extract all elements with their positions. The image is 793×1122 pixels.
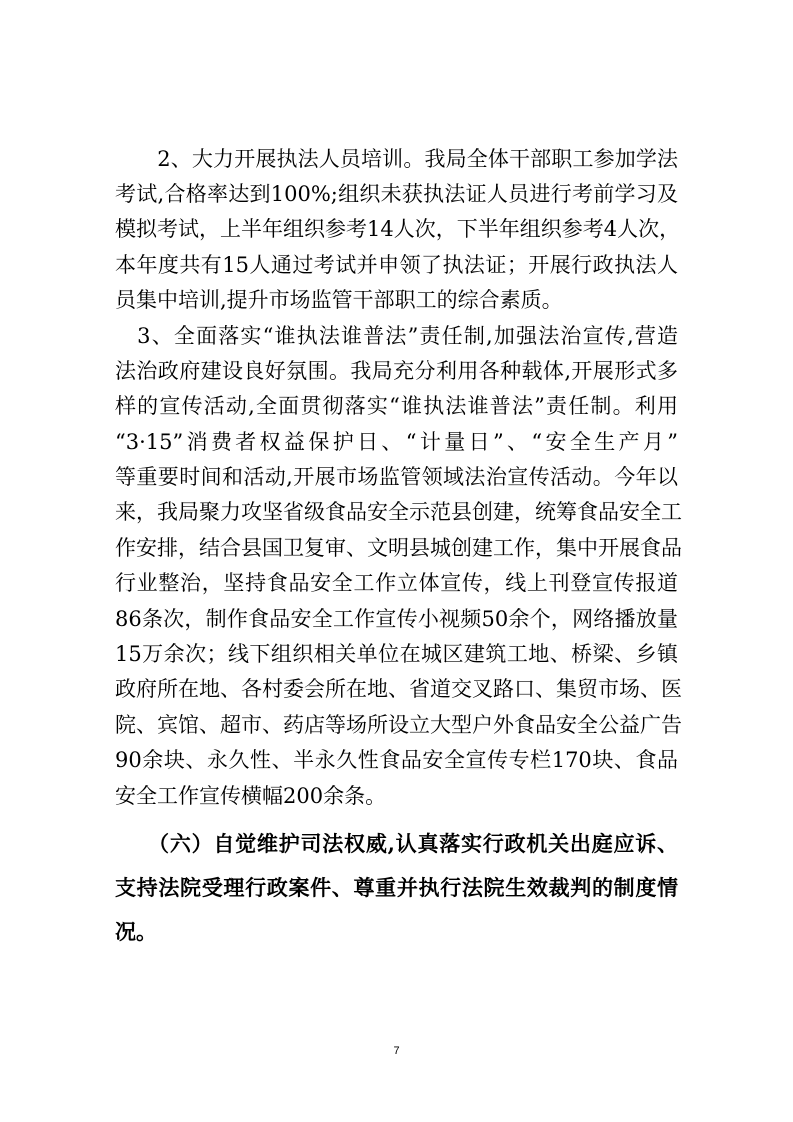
text-line: 15万余次；线下组织相关单位在城区建筑工地、桥梁、乡镇 bbox=[115, 642, 678, 666]
text-line: 模拟考试，上半年组织参考14人次，下半年组织参考4人次， bbox=[115, 217, 681, 241]
text-line: 行业整治，坚持食品安全工作立体宣传，线上刊登宣传报道 bbox=[115, 571, 678, 595]
text-line: 等重要时间和活动,开展市场监管领域法治宣传活动。今年以 bbox=[115, 465, 678, 489]
text-line: 3、全面落实“谁执法谁普法”责任制,加强法治宣传,营造 bbox=[115, 324, 678, 348]
text-line: 员集中培训,提升市场监管干部职工的综合素质。 bbox=[115, 288, 563, 312]
text-line: 本年度共有15人通过考试并申领了执法证；开展行政执法人 bbox=[115, 253, 678, 277]
text-line: 2、大力开展执法人员培训。我局全体干部职工参加学法 bbox=[115, 147, 678, 171]
section-heading-line: 支持法院受理行政案件、尊重并执行法院生效裁判的制度情 bbox=[115, 875, 678, 900]
text-line: 作安排，结合县国卫复审、文明县城创建工作，集中开展食品 bbox=[115, 536, 682, 560]
text-line: 考试,合格率达到100%;组织未获执法证人员进行考前学习及 bbox=[115, 182, 678, 206]
text-line: 院、宾馆、超市、药店等场所设立大型户外食品安全公益广告 bbox=[115, 713, 682, 737]
text-line: 90余块、永久性、半永久性食品安全宣传专栏170块、食品 bbox=[115, 748, 678, 772]
text-line: 政府所在地、各村委会所在地、省道交叉路口、集贸市场、医 bbox=[115, 677, 682, 701]
text-line: 法治政府建设良好氛围。我局充分利用各种载体,开展形式多 bbox=[115, 359, 678, 383]
section-heading-line: 况。 bbox=[115, 919, 157, 944]
section-heading-line: （六）自觉维护司法权威,认真落实行政机关出庭应诉、 bbox=[115, 831, 678, 856]
text-line: 样的宣传活动,全面贯彻落实“谁执法谁普法”责任制。利用 bbox=[115, 394, 678, 418]
text-line: 来，我局聚力攻坚省级食品安全示范县创建，统筹食品安全工 bbox=[115, 500, 682, 524]
text-line: 安全工作宣传横幅200余条。 bbox=[115, 784, 387, 808]
text-line: 86条次，制作食品安全工作宣传小视频50余个，网络播放量 bbox=[115, 607, 678, 631]
text-line: “3·15”消费者权益保护日、“计量日”、“安全生产月” bbox=[115, 430, 678, 454]
page-number: 7 bbox=[393, 1045, 400, 1057]
